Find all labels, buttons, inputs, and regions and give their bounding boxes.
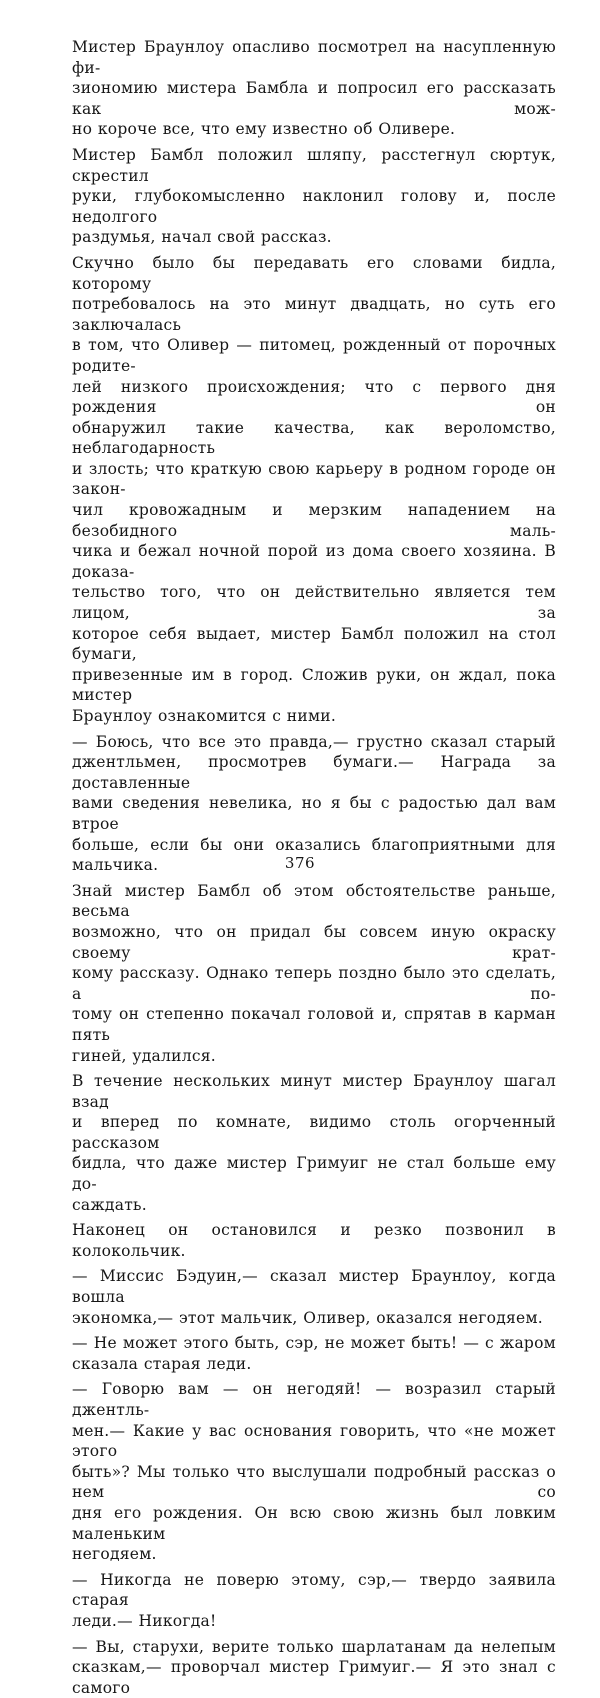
text-line: Мистер Бамбл положил шляпу, расстегнул сюртук, скрестил — [72, 145, 556, 185]
paragraph — [72, 1379, 556, 1564]
text-line: кому рассказу. Однако теперь поздно было это сделать, а по- — [72, 964, 556, 1003]
paragraph — [72, 881, 556, 1066]
text-line: больше, если бы они оказались благоприятными для мальчика. — [72, 835, 556, 875]
paragraph — [72, 1333, 556, 1374]
text-line: Мистер Браунлоу опасливо посмотрел на насупленную фи- — [72, 38, 556, 77]
text-line: гиней, удалился. — [72, 1046, 216, 1065]
text-line: — Говорю вам — он негодяй! — возразил старый джентль- — [72, 1380, 556, 1419]
text-line: и вперед по комнате, видимо столь огорченный рассказом — [72, 1113, 556, 1152]
text-line: раздумья, начал свой рассказ. — [72, 228, 332, 247]
text-line: сказкам,— проворчал мистер Гримуиг.— Я это знал с самого — [72, 1658, 556, 1697]
text-line: тельство того, что он действительно является тем лицом, за — [72, 583, 556, 623]
paragraph — [72, 1637, 556, 1698]
paragraph — [72, 145, 556, 248]
text-line: Наконец он остановился и резко позвонил в колокольчик. — [72, 1221, 556, 1260]
paragraph — [72, 1266, 556, 1328]
text-line: сказала старая леди. — [72, 1354, 252, 1373]
text-line: джентльмен, просмотрев бумаги.— Награда за доставленные — [72, 753, 556, 792]
text-line: — Никогда не поверю этому, сэр,— твердо заявила старая — [72, 1570, 556, 1610]
paragraph — [72, 37, 556, 140]
text-line: Скучно было бы передавать его словами бидла, которому — [72, 253, 556, 293]
page-number: 376 — [284, 854, 316, 872]
text-line: лей низкого происхождения; что с первого дня рождения он — [72, 377, 556, 417]
paragraph — [72, 1570, 556, 1632]
text-line: — Боюсь, что все это правда,— грустно сказал старый — [72, 732, 556, 751]
text-line: которое себя выдает, мистер Бамбл положил на стол бумаги, — [72, 624, 556, 664]
text-line: возможно, что он придал бы совсем иную окраску своему крат- — [72, 922, 556, 962]
text-line: — Не может этого быть, сэр, не может быть! — с жаром — [72, 1334, 556, 1353]
text-line: Знай мистер Бамбл об этом обстоятельстве раньше, весьма — [72, 881, 556, 921]
text-line: негодяем. — [72, 1545, 157, 1564]
text-line: зиономию мистера Бамбла и попросил его рассказать как мож- — [72, 79, 556, 118]
text-line: в том, что Оливер — питомец, рожденный от порочных родите- — [72, 336, 556, 375]
text-line: обнаружил такие качества, как вероломство, неблагодарность — [72, 418, 556, 458]
text-line: мен.— Какие у вас основания говорить, что «не может этого — [72, 1421, 556, 1461]
text-line: чика и бежал ночной порой из дома своего хозяина. В доказа- — [72, 542, 556, 581]
text-line: экономка,— этот мальчик, Оливер, оказался негодяем. — [72, 1308, 543, 1327]
text-line: вами сведения невелика, но я бы с радостью дал вам втрое — [72, 794, 556, 833]
text-line: и злость; что краткую свою карьеру в родном городе он закон- — [72, 459, 556, 499]
text-line: Браунлоу ознакомится с ними. — [72, 707, 337, 725]
text-line: саждать. — [72, 1195, 147, 1214]
text-line: чил кровожадным и мерзким нападением на безобидного маль- — [72, 501, 556, 540]
text-line: леди.— Никогда! — [72, 1611, 217, 1630]
text-line: В течение нескольких минут мистер Браунлоу шагал взад — [72, 1072, 556, 1111]
text-line: быть»? Мы только что выслушали подробный рассказ о нем со — [72, 1462, 556, 1502]
text-line: привезенные им в город. Сложив руки, он ждал, пока мистер — [72, 665, 556, 705]
text-line: бидла, что даже мистер Гримуиг не стал больше ему до- — [72, 1154, 556, 1194]
paragraph — [72, 1071, 556, 1215]
text-line: потребовалось на это минут двадцать, но суть его заключалась — [72, 295, 556, 334]
text-line: дня его рождения. Он всю свою жизнь был ловким маленьким — [72, 1503, 556, 1543]
text-line: руки, глубокомысленно наклонил голову и, после недолгого — [72, 187, 556, 226]
paragraph — [72, 253, 556, 727]
text-line: но короче все, что ему известно об Оливере. — [72, 120, 456, 139]
paragraph — [72, 1220, 556, 1261]
text-line: — Вы, старухи, верите только шарлатанам да нелепым — [72, 1637, 556, 1656]
text-line: тому он степенно покачал головой и, спрятав в карман пять — [72, 1005, 556, 1044]
text-line: — Миссис Бэдуин,— сказал мистер Браунлоу, когда вошла — [72, 1267, 556, 1307]
